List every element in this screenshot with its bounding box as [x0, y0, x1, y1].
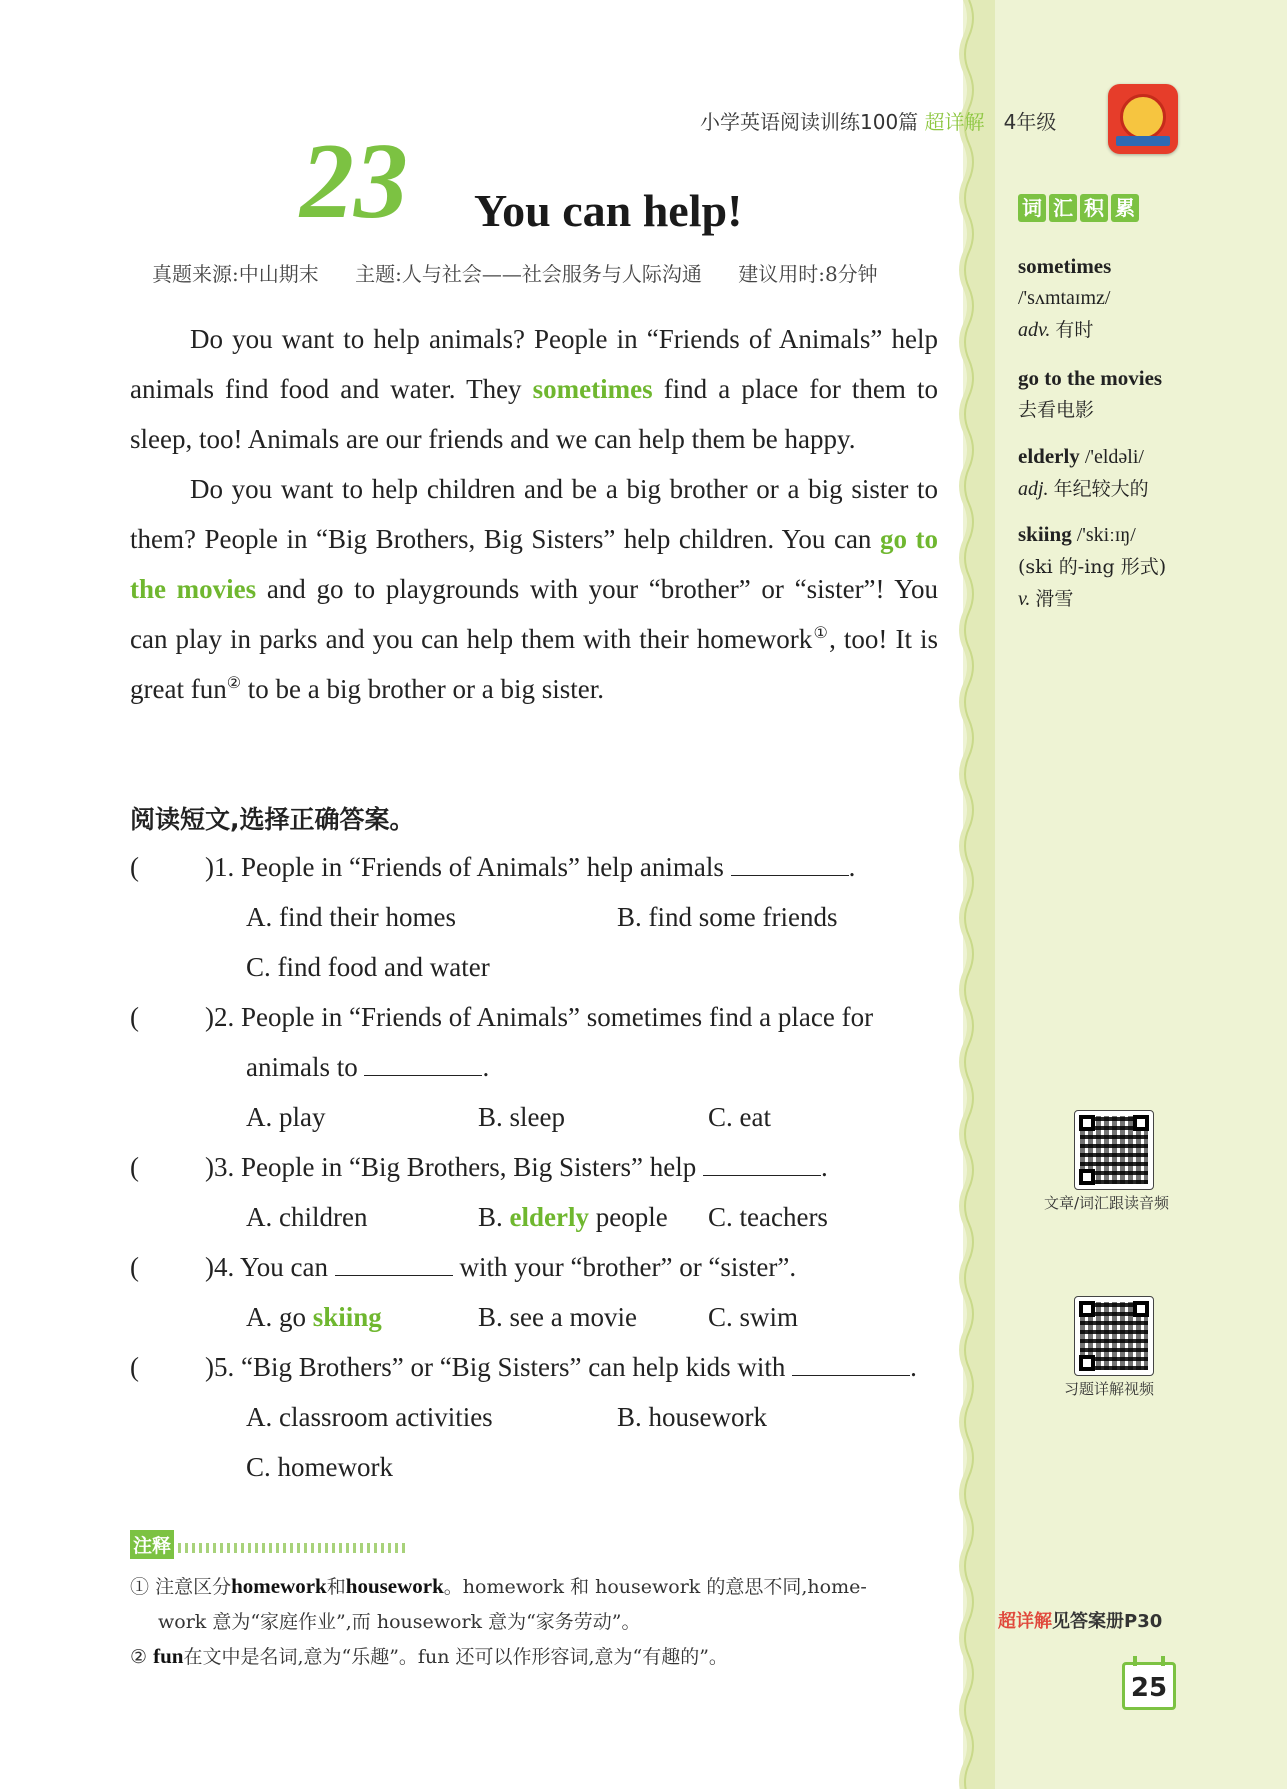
keyword-sometimes: sometimes [532, 374, 653, 404]
wavy-border [955, 0, 995, 1789]
question-1: ( )1. People in “Friends of Animals” help animals . [130, 852, 856, 882]
notes-heading: 注释 [130, 1530, 408, 1559]
q3-option-b[interactable]: B. elderly people [478, 1202, 668, 1232]
note-1-line2: work 意为“家庭作业”,而 housework 意为“家务劳动”。 [158, 1611, 641, 1633]
note-1: ① 注意区分homework和housework。homework 和 housework 的意思不同,home- [130, 1574, 867, 1598]
vocab-heading: 词 汇 积 累 [1018, 194, 1142, 222]
question-5: ( )5. “Big Brothers” or “Big Sisters” can help kids with . [130, 1352, 917, 1382]
q3-option-a[interactable]: A. children [246, 1202, 368, 1232]
reading-passage [130, 314, 938, 714]
q5-option-a[interactable]: A. classroom activities [246, 1402, 493, 1432]
q3-option-c[interactable]: C. teachers [708, 1202, 828, 1232]
question-3: ( )3. People in “Big Brothers, Big Sisters” help . [130, 1152, 828, 1182]
paragraph-1: Do you want to help animals? People in “Friends of Animals” help animals find food and water. They sometimes find a place for them to sleep, too! Animals are our friends and we can help them be happy. [130, 324, 938, 454]
footnote-mark-1: ① [812, 625, 830, 642]
q4-option-b[interactable]: B. see a movie [478, 1302, 637, 1332]
vocab-item-go-to-the-movies: go to the movies 去看电影 [1018, 366, 1163, 421]
question-4: ( )4. You can with your “brother” or “sister”. [130, 1252, 797, 1282]
lesson-title: You can help! [474, 185, 743, 236]
q2-option-a[interactable]: A. play [246, 1102, 326, 1132]
page-number: 25 [1122, 1662, 1176, 1710]
answer-blank[interactable] [792, 1353, 910, 1376]
q1-option-b[interactable]: B. find some friends [617, 902, 838, 932]
keyword-elderly: elderly [509, 1202, 589, 1232]
grade-label: 4年级 [1003, 110, 1057, 134]
qr-video-label: 习题详解视频 [1064, 1380, 1155, 1398]
footnote-mark-2: ② [226, 675, 242, 692]
qr-audio-label: 文章/词汇跟读音频 [1044, 1194, 1170, 1212]
q5-option-c[interactable]: C. homework [246, 1452, 393, 1482]
publisher-logo-icon [1108, 84, 1178, 154]
question-2: ( )2. People in “Friends of Animals” sometimes find a place for [130, 1002, 874, 1032]
book-highlight: 超详解 [924, 110, 985, 134]
keyword-go-to-the-movies: go to the movies [130, 524, 938, 604]
qr-code-audio-icon[interactable] [1074, 1110, 1154, 1190]
paragraph-2: Do you want to help children and be a big brother or a big sister to them? People in “Big Brothers, Big Sisters” help children. You can go to the movies and go to playgrounds with your “brother” or “sister”! You can play in parks and you can help them with their homework①, too! It is great fun② to be a big brother or a big sister. [130, 474, 938, 704]
vocab-item-skiing: skiing /'skiːɪŋ/ (ski 的-ing 形式) v. 滑雪 [1018, 522, 1167, 610]
lesson-time: 建议用时:8分钟 [738, 262, 878, 286]
vocab-item-sometimes: sometimes /'sʌmtaɪmz/ adv. 有时 [1018, 254, 1112, 341]
book-title: 小学英语阅读训练100篇 [700, 110, 919, 134]
q2-option-b[interactable]: B. sleep [478, 1102, 565, 1132]
question-2-line2: animals to . [246, 1052, 490, 1082]
instructions: 阅读短文,选择正确答案。 [130, 805, 415, 834]
answer-blank[interactable] [731, 853, 849, 876]
q1-option-a[interactable]: A. find their homes [246, 902, 456, 932]
book-header [700, 106, 1056, 135]
keyword-skiing: skiing [312, 1302, 382, 1332]
lesson-meta [152, 258, 908, 287]
qr-code-video-icon[interactable] [1074, 1296, 1154, 1376]
note-2: ② fun在文中是名词,意为“乐趣”。fun 还可以作形容词,意为“有趣的”。 [130, 1644, 728, 1668]
vocab-item-elderly: elderly /'eldəli/ adj. 年纪较大的 [1018, 444, 1149, 500]
lesson-number: 23 [300, 122, 408, 241]
q1-option-c[interactable]: C. find food and water [246, 952, 490, 982]
answer-blank[interactable] [703, 1153, 821, 1176]
q5-option-b[interactable]: B. housework [617, 1402, 767, 1432]
lesson-source: 真题来源:中山期末 [152, 262, 319, 286]
q4-option-c[interactable]: C. swim [708, 1302, 799, 1332]
right-sidebar [963, 0, 1287, 1789]
q2-option-c[interactable]: C. eat [708, 1102, 771, 1132]
answer-blank[interactable] [335, 1253, 453, 1276]
answer-reference: 超详解见答案册P30 [998, 1611, 1163, 1632]
answer-blank[interactable] [364, 1053, 482, 1076]
lesson-theme: 主题:人与社会——社会服务与人际沟通 [355, 262, 702, 286]
q4-option-a[interactable]: A. go skiing [246, 1302, 382, 1332]
